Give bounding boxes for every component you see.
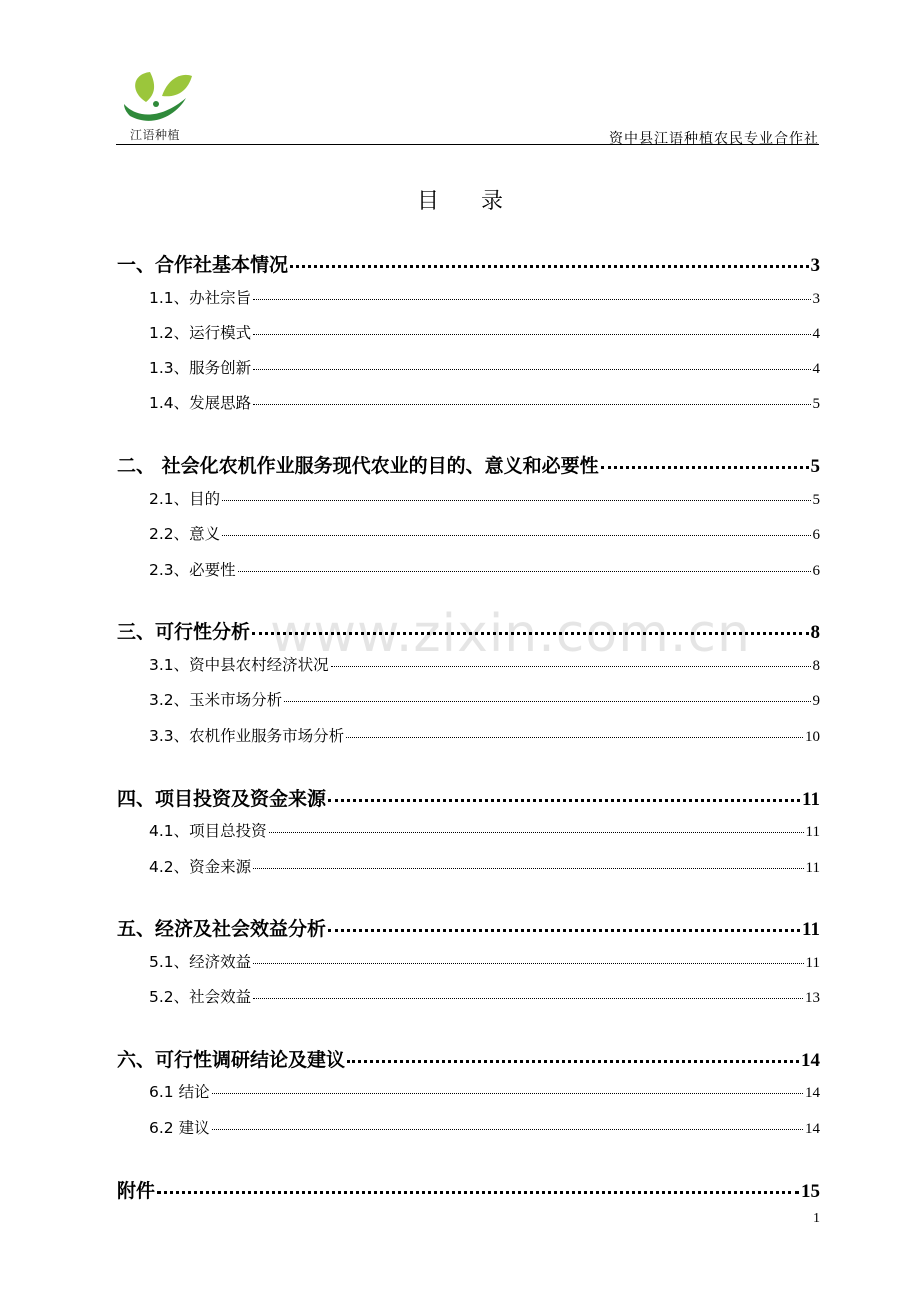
toc-section-entry[interactable] bbox=[149, 950, 820, 972]
toc-entry-label: 2.1、目的 bbox=[149, 490, 221, 508]
toc-section-entry[interactable] bbox=[149, 487, 820, 509]
toc-section-entry[interactable] bbox=[149, 522, 820, 544]
toc-entry-page-number: 11 bbox=[805, 824, 820, 840]
toc-entry-label: 5.2、社会效益 bbox=[149, 988, 252, 1006]
toc-entry-label: 1.4、发展思路 bbox=[149, 394, 252, 412]
toc-leader-dots bbox=[253, 369, 810, 370]
toc-entry-page-number: 3 bbox=[810, 255, 820, 276]
toc-leader-dots bbox=[347, 1060, 799, 1063]
toc-entry-page-number: 6 bbox=[812, 563, 820, 579]
toc-section-entry[interactable] bbox=[149, 321, 820, 343]
toc-entry-label: 3.1、资中县农村经济状况 bbox=[149, 656, 329, 674]
toc-leader-dots bbox=[157, 1191, 799, 1194]
toc-chapter-entry[interactable] bbox=[117, 914, 820, 941]
toc-entry-page-number: 9 bbox=[812, 693, 820, 709]
toc-entry-page-number: 4 bbox=[812, 326, 820, 342]
watermark: www.zixin.com.cn bbox=[270, 604, 751, 664]
toc-entry-page-number: 10 bbox=[805, 729, 820, 745]
toc-leader-dots bbox=[253, 998, 803, 999]
toc-entry-page-number: 14 bbox=[801, 1050, 820, 1071]
toc-leader-dots bbox=[253, 963, 803, 964]
toc-leader-dots bbox=[331, 666, 811, 667]
toc-entry-label: 四、项目投资及资金来源 bbox=[117, 788, 327, 810]
toc-leader-dots bbox=[252, 632, 808, 635]
toc-entry-label: 三、可行性分析 bbox=[117, 621, 251, 643]
toc-entry-page-number: 6 bbox=[812, 527, 820, 543]
toc-leader-dots bbox=[328, 929, 800, 932]
toc-entry-page-number: 14 bbox=[805, 1085, 820, 1101]
toc-section-entry[interactable] bbox=[149, 819, 820, 841]
toc-entry-label: 3.2、玉米市场分析 bbox=[149, 691, 283, 709]
toc-entry-label: 1.1、办社宗旨 bbox=[149, 289, 252, 307]
toc-leader-dots bbox=[328, 799, 800, 802]
page-number: 1 bbox=[813, 1211, 820, 1226]
organization-name: 资中县江语种植农民专业合作社 bbox=[609, 131, 819, 147]
cooperative-logo bbox=[116, 62, 196, 146]
toc-section-entry[interactable] bbox=[149, 688, 820, 710]
toc-chapter-entry[interactable] bbox=[117, 617, 820, 644]
toc-section-entry[interactable] bbox=[149, 724, 820, 746]
toc-leader-dots bbox=[212, 1129, 803, 1130]
toc-entry-page-number: 11 bbox=[805, 860, 820, 876]
toc-entry-label: 2.2、意义 bbox=[149, 525, 221, 543]
toc-entry-page-number: 15 bbox=[801, 1181, 820, 1202]
toc-leader-dots bbox=[284, 701, 810, 702]
toc-entry-label: 附件 bbox=[117, 1180, 156, 1202]
toc-section-entry[interactable] bbox=[149, 855, 820, 877]
toc-leader-dots bbox=[238, 571, 811, 572]
toc-entry-label: 4.1、项目总投资 bbox=[149, 822, 267, 840]
toc-entry-label: 5.1、经济效益 bbox=[149, 953, 252, 971]
header-divider bbox=[116, 144, 819, 145]
toc-entry-label: 4.2、资金来源 bbox=[149, 858, 252, 876]
toc-section-entry[interactable] bbox=[149, 985, 820, 1007]
page-header bbox=[116, 62, 819, 146]
toc-entry-page-number: 11 bbox=[802, 789, 820, 810]
toc-entry-label: 6.2 建议 bbox=[149, 1119, 210, 1137]
toc-chapter-entry[interactable] bbox=[117, 1045, 820, 1072]
toc-entry-label: 2.3、必要性 bbox=[149, 561, 236, 579]
toc-entry-page-number: 4 bbox=[812, 361, 820, 377]
toc-leader-dots bbox=[253, 299, 810, 300]
toc-leader-dots bbox=[290, 265, 808, 268]
toc-entry-page-number: 5 bbox=[810, 456, 820, 477]
toc-chapter-entry[interactable] bbox=[117, 451, 820, 478]
toc-section-entry[interactable] bbox=[149, 558, 820, 580]
toc-entry-page-number: 14 bbox=[805, 1121, 820, 1137]
toc-leader-dots bbox=[601, 466, 809, 469]
toc-chapter-entry[interactable] bbox=[117, 1176, 820, 1203]
toc-chapter-entry[interactable] bbox=[117, 250, 820, 277]
toc-leader-dots bbox=[222, 500, 810, 501]
toc-leader-dots bbox=[253, 868, 803, 869]
toc-entry-label: 6.1 结论 bbox=[149, 1083, 210, 1101]
toc-entry-page-number: 5 bbox=[812, 396, 820, 412]
toc-entry-page-number: 13 bbox=[805, 990, 820, 1006]
logo-text: 江语种植 bbox=[130, 128, 181, 142]
toc-leader-dots bbox=[269, 832, 804, 833]
toc-entry-page-number: 8 bbox=[812, 658, 820, 674]
toc-entry-label: 五、经济及社会效益分析 bbox=[117, 918, 327, 940]
toc-entry-page-number: 11 bbox=[802, 919, 820, 940]
toc-leader-dots bbox=[253, 334, 810, 335]
toc-entry-label: 六、可行性调研结论及建议 bbox=[117, 1049, 346, 1071]
toc-leader-dots bbox=[346, 737, 803, 738]
toc-entry-page-number: 3 bbox=[812, 291, 820, 307]
toc-entry-label: 3.3、农机作业服务市场分析 bbox=[149, 727, 345, 745]
toc-leader-dots bbox=[222, 535, 810, 536]
toc-section-entry[interactable] bbox=[149, 286, 820, 308]
toc-section-entry[interactable] bbox=[149, 356, 820, 378]
toc-leader-dots bbox=[212, 1093, 803, 1094]
toc-entry-page-number: 11 bbox=[805, 955, 820, 971]
toc-entry-page-number: 5 bbox=[812, 492, 820, 508]
toc-chapter-entry[interactable] bbox=[117, 784, 820, 811]
leaf-logo-icon bbox=[116, 62, 196, 126]
toc-title: 目录 bbox=[416, 189, 545, 214]
toc-leader-dots bbox=[253, 404, 810, 405]
toc-section-entry[interactable] bbox=[149, 1116, 820, 1138]
toc-section-entry[interactable] bbox=[149, 1080, 820, 1102]
toc-entry-label: 一、合作社基本情况 bbox=[117, 254, 289, 276]
toc-entry-label: 1.2、运行模式 bbox=[149, 324, 252, 342]
toc-entry-label: 1.3、服务创新 bbox=[149, 359, 252, 377]
toc-section-entry[interactable] bbox=[149, 653, 820, 675]
toc-entry-page-number: 8 bbox=[810, 622, 820, 643]
toc-section-entry[interactable] bbox=[149, 391, 820, 413]
toc-entry-label: 二、 社会化农机作业服务现代农业的目的、意义和必要性 bbox=[117, 455, 599, 477]
